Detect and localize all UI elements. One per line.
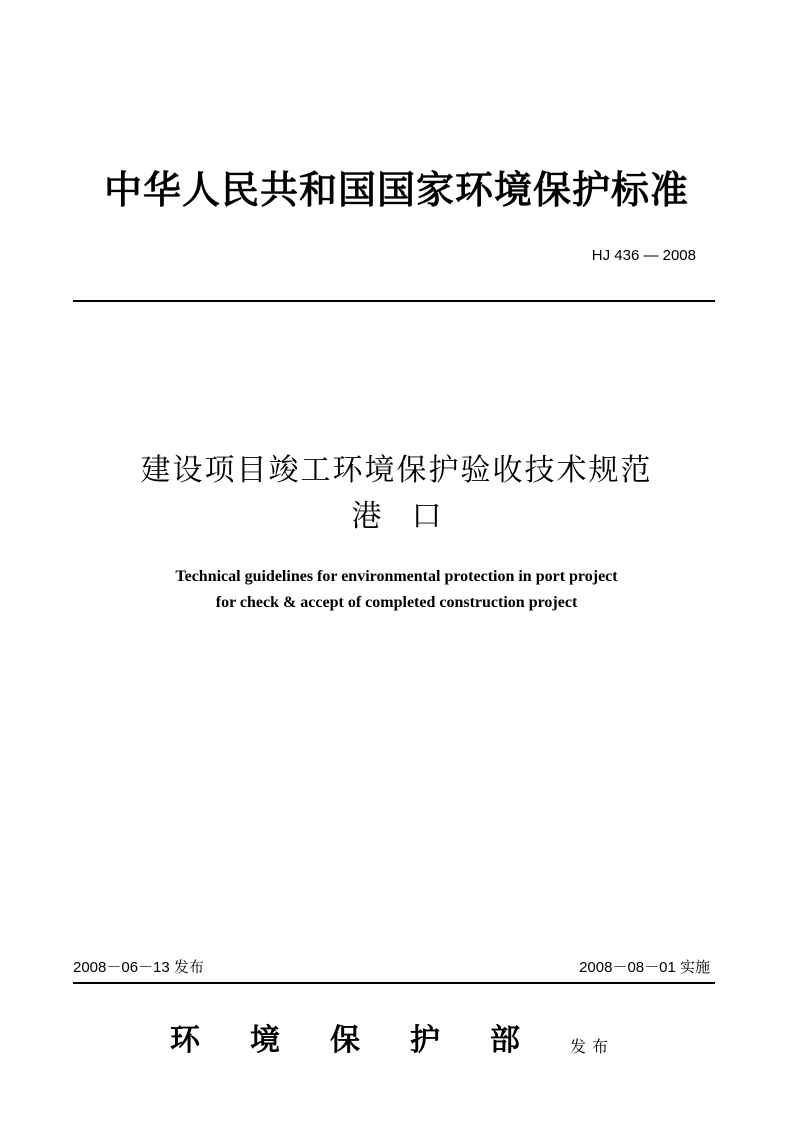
issuer-char: 环 (170, 1023, 200, 1058)
document-title: 建设项目竣工环境保护验收技术规范 (140, 453, 653, 488)
english-title-line-2: for check & accept of completed construction project (215, 594, 578, 611)
issuer-name (170, 1018, 570, 1064)
standard-code: HJ 436 — 2008 (591, 247, 696, 264)
bottom-divider (73, 982, 715, 984)
issuer-suffix: 发布 (570, 1037, 615, 1056)
issuer-char: 护 (410, 1023, 440, 1058)
issuer-char: 部 (490, 1023, 520, 1058)
effective-date: 2008－08－01 实施 (579, 959, 710, 976)
standard-category-title: 中华人民共和国国家环境保护标准 (103, 167, 689, 212)
issuer-char: 境 (250, 1023, 280, 1058)
english-title-line-1: Technical guidelines for environmental protection in port project (175, 568, 618, 585)
document-subtitle: 港 口 (351, 499, 442, 534)
release-date: 2008－06－13 发布 (73, 959, 204, 976)
top-divider (73, 300, 715, 302)
issuer-char: 保 (330, 1023, 360, 1058)
